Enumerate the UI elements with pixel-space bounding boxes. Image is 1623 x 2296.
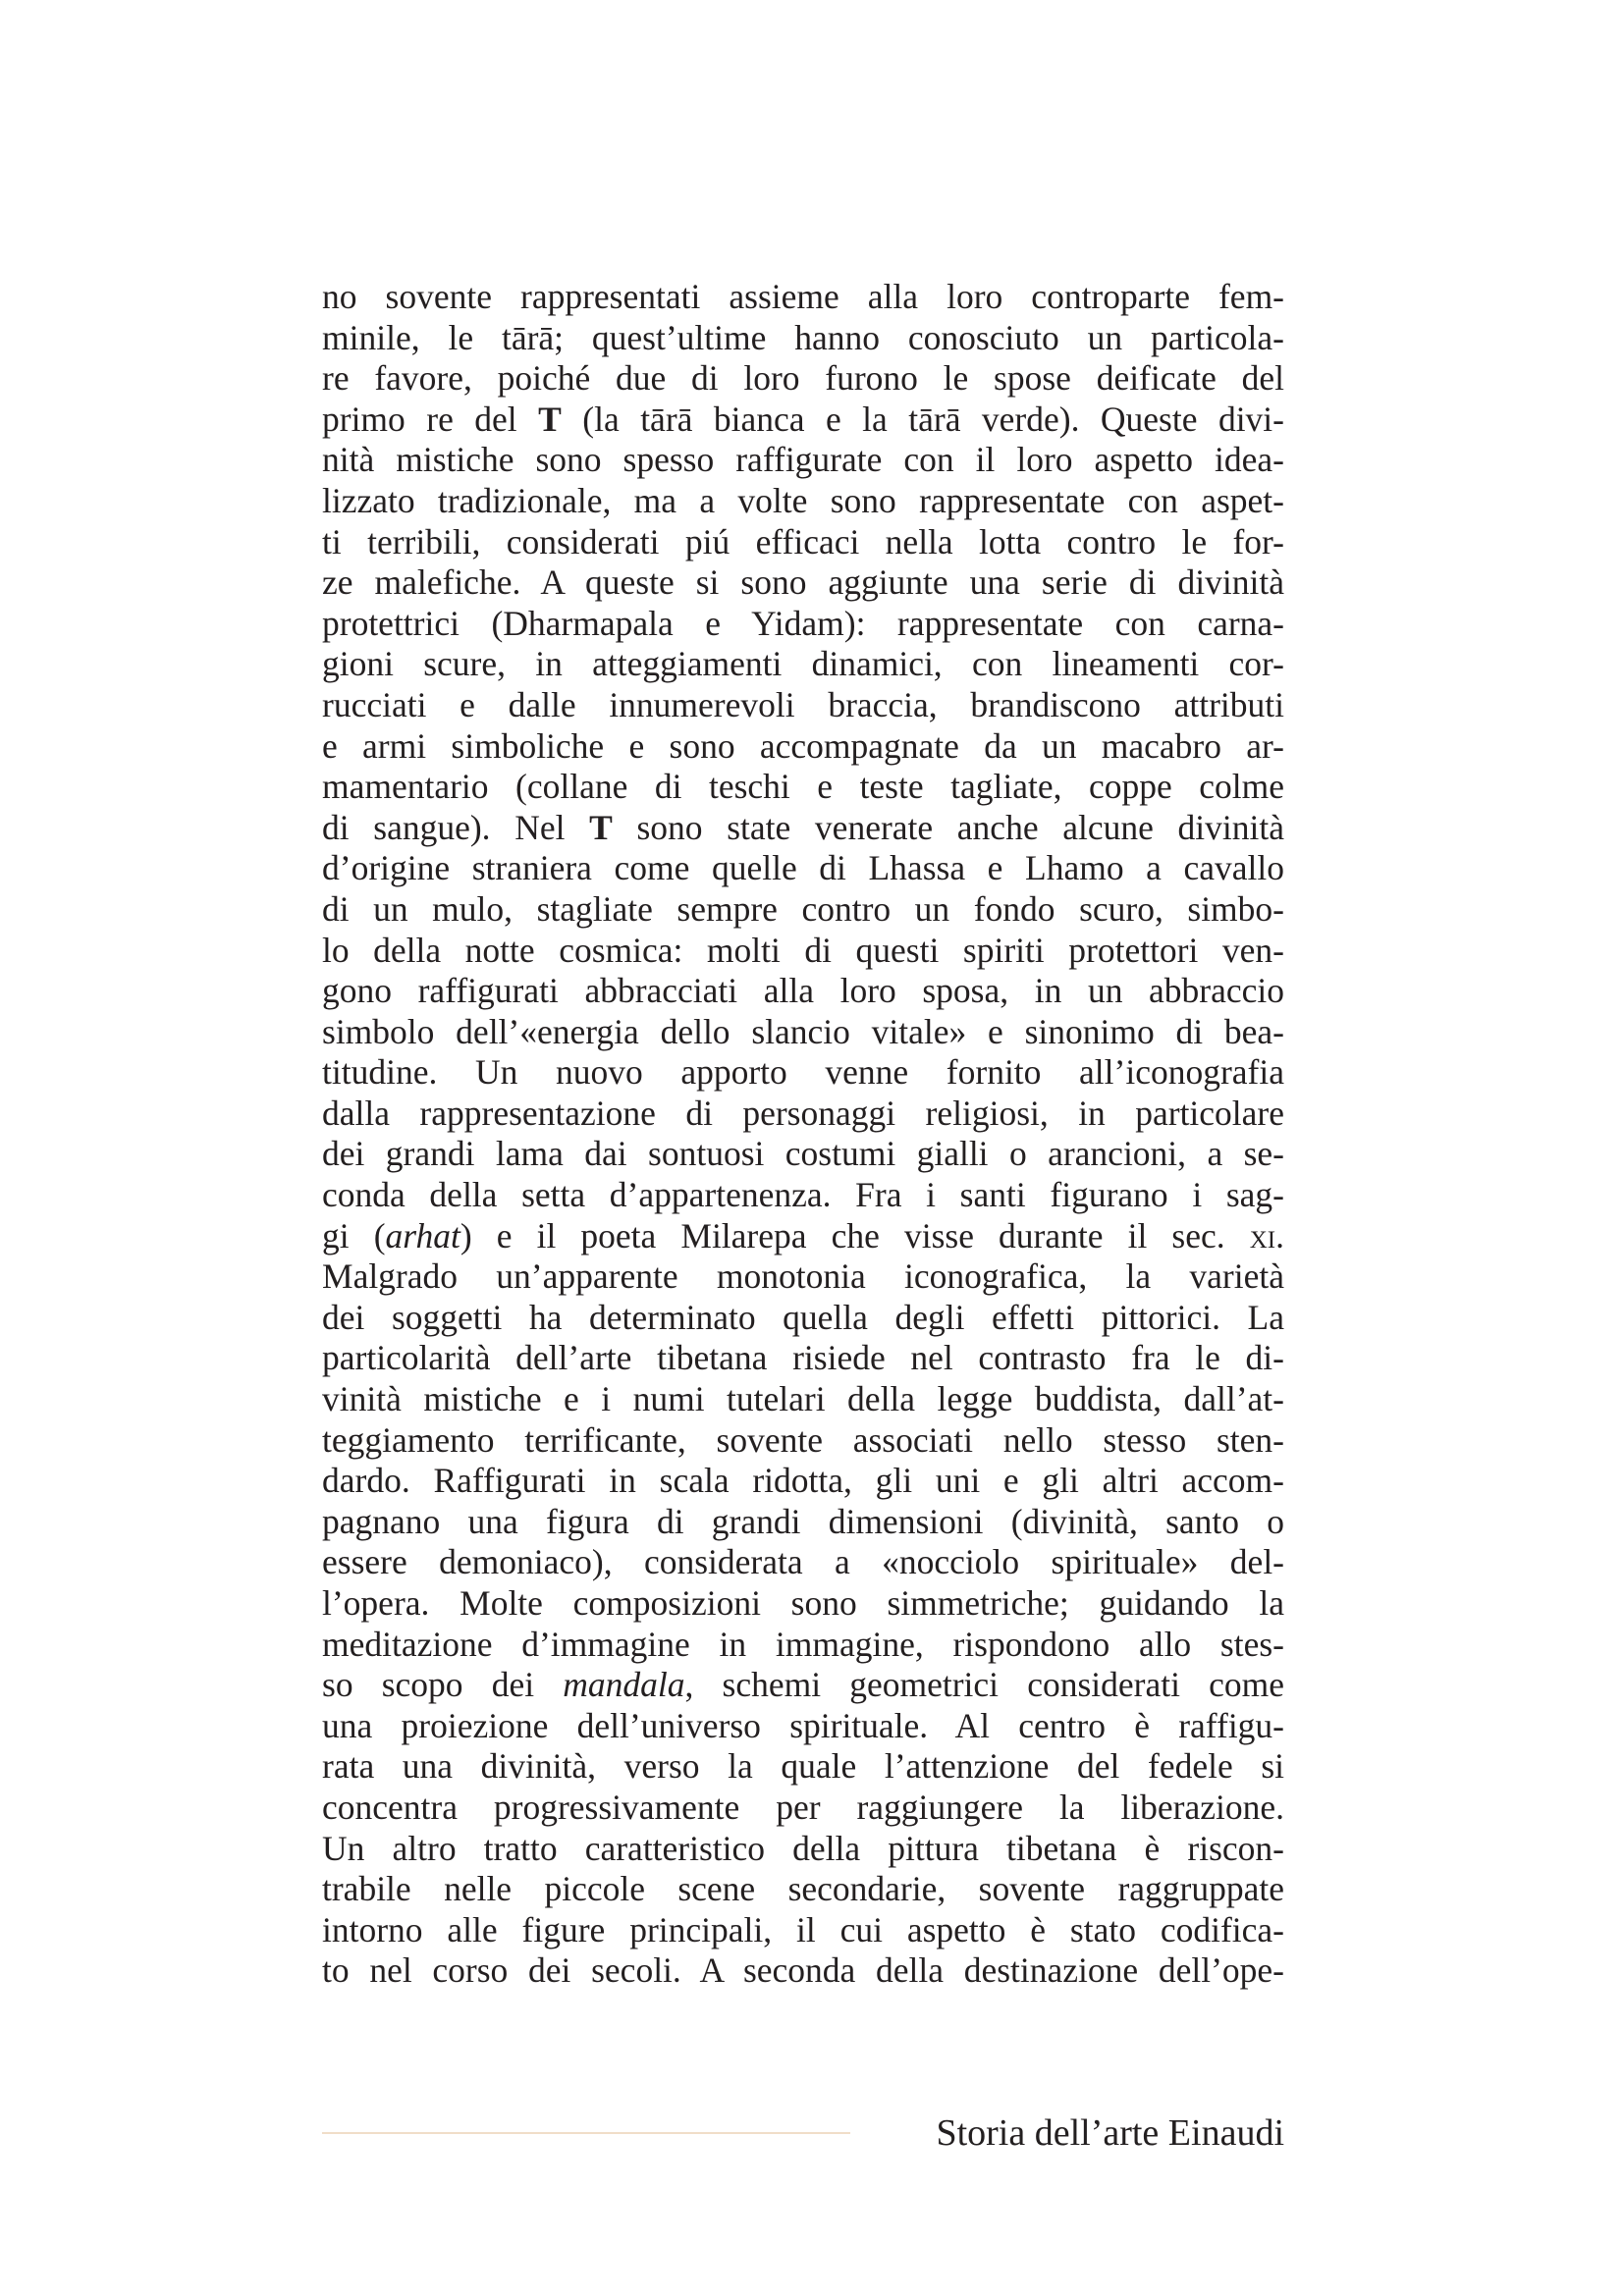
text-line: rucciati e dalle innumerevoli braccia, brandiscono attributi <box>322 684 1284 724</box>
text-line: Malgrado un’apparente monotonia iconografica, la varietà <box>322 1256 1284 1297</box>
text-line: minile, le tārā; quest’ultime hanno conosciuto un particola- <box>322 317 1284 357</box>
text-line: essere demoniaco), considerata a «nocciolo spirituale» del- <box>322 1542 1284 1582</box>
footer-rule <box>322 2132 850 2134</box>
text-line: dei soggetti ha determinato quella degli effetti pittorici. La <box>322 1297 1284 1337</box>
text-line: d’origine straniera come quelle di Lhassa e Lhamo a cavallo <box>322 848 1284 888</box>
text-line: rata una divinità, verso la quale l’attenzione del fedele si <box>322 1746 1284 1787</box>
text-line: so scopo dei mandala, schemi geometrici considerati come <box>322 1665 1284 1705</box>
text-line: to nel corso dei secoli. A seconda della destinazione dell’ope- <box>322 1950 1284 1991</box>
text-line: dardo. Raffigurati in scala ridotta, gli uni e gli altri accom- <box>322 1461 1284 1501</box>
text-line: meditazione d’immagine in immagine, rispondono allo stes- <box>322 1624 1284 1664</box>
text-line: Un altro tratto caratteristico della pittura tibetana è riscon- <box>322 1828 1284 1868</box>
text-line: primo re del T (la tārā bianca e la tārā verde). Queste divi- <box>322 399 1284 439</box>
body-text <box>322 277 1284 1992</box>
text-line: di un mulo, stagliate sempre contro un fondo scuro, simbo- <box>322 888 1284 929</box>
text-line: una proiezione dell’universo spirituale. Al centro è raffigu- <box>322 1705 1284 1745</box>
text-line: l’opera. Molte composizioni sono simmetriche; guidando la <box>322 1583 1284 1623</box>
text-line: simbolo dell’«energia dello slancio vitale» e sinonimo di bea- <box>322 1011 1284 1051</box>
text-line: pagnano una figura di grandi dimensioni (divinità, santo o <box>322 1501 1284 1541</box>
text-line: protettrici (Dharmapala e Yidam): rappresentate con carna- <box>322 603 1284 643</box>
text-line: lo della notte cosmica: molti di questi spiriti protettori ven- <box>322 930 1284 970</box>
text-line: trabile nelle piccole scene secondarie, sovente raggruppate <box>322 1869 1284 1909</box>
text-line: nità mistiche sono spesso raffigurate con il loro aspetto idea- <box>322 440 1284 480</box>
text-line: intorno alle figure principali, il cui aspetto è stato codifica- <box>322 1909 1284 1949</box>
page-footer <box>322 2109 1284 2158</box>
text-line: titudine. Un nuovo apporto venne fornito all’iconografia <box>322 1052 1284 1093</box>
text-line: lizzato tradizionale, ma a volte sono rappresentate con aspet- <box>322 480 1284 520</box>
text-line: no sovente rappresentati assieme alla loro controparte fem- <box>322 277 1284 316</box>
text-line: dei grandi lama dai sontuosi costumi gialli o arancioni, a se- <box>322 1134 1284 1174</box>
text-line: dalla rappresentazione di personaggi religiosi, in particolare <box>322 1093 1284 1133</box>
text-line: ze malefiche. A queste si sono aggiunte una serie di divinità <box>322 562 1284 603</box>
footer-title: Storia dell’arte Einaudi <box>936 2112 1284 2154</box>
text-line: re favore, poiché due di loro furono le spose deificate del <box>322 358 1284 399</box>
text-line: ti terribili, considerati piú efficaci nella lotta contro le for- <box>322 521 1284 561</box>
text-line: di sangue). Nel T sono state venerate anche alcune divinità <box>322 807 1284 847</box>
text-line: teggiamento terrificante, sovente associati nello stesso sten- <box>322 1419 1284 1460</box>
text-line: mamentario (collane di teschi e teste tagliate, coppe colme <box>322 767 1284 807</box>
text-line: particolarità dell’arte tibetana risiede nel contrasto fra le di- <box>322 1338 1284 1378</box>
text-line: vinità mistiche e i numi tutelari della legge buddista, dall’at- <box>322 1379 1284 1419</box>
text-line: conda della setta d’appartenenza. Fra i santi figurano i sag- <box>322 1175 1284 1215</box>
text-line: gioni scure, in atteggiamenti dinamici, con lineamenti cor- <box>322 644 1284 684</box>
text-line: e armi simboliche e sono accompagnate da un macabro ar- <box>322 725 1284 766</box>
text-line: concentra progressivamente per raggiungere la liberazione. <box>322 1787 1284 1827</box>
text-line: gi (arhat) e il poeta Milarepa che visse durante il sec. xi. <box>322 1215 1284 1255</box>
text-line: gono raffigurati abbracciati alla loro sposa, in un abbraccio <box>322 971 1284 1011</box>
